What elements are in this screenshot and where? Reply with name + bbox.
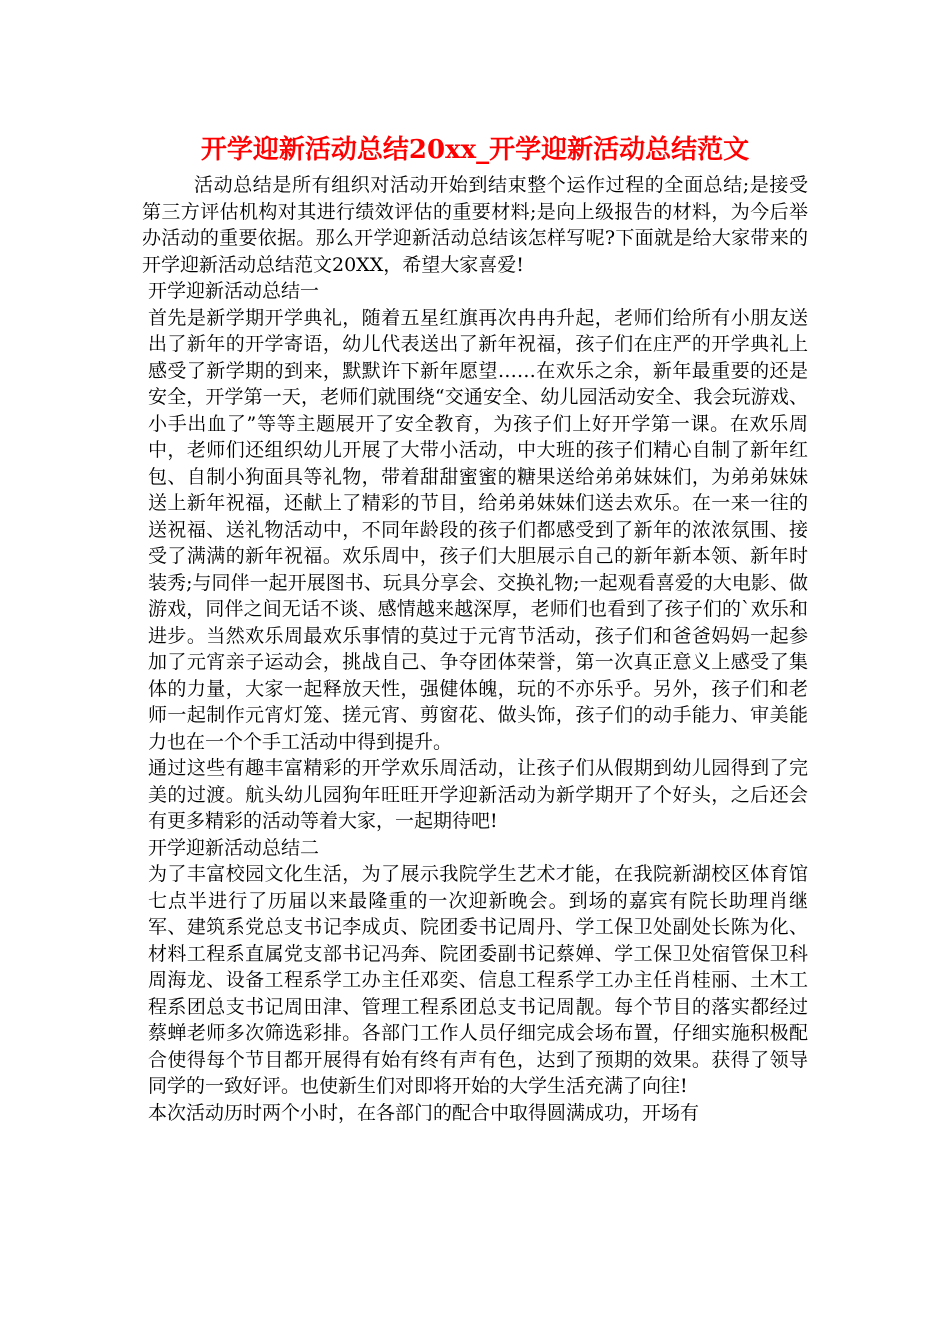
document-page [142,132,808,1126]
section1-paragraph-1: 首先是新学期开学典礼，随着五星红旗再次冉冉升起，老师们给所有小朋友送出了新年的开学寄语，幼儿代表送出了新年祝福，孩子们在庄严的开学典礼上感受了新学期的到来，默默许下新年愿望……在欢乐之余，新年最重要的还是安全，开学第一天，老师们就围绕“交通安全、幼儿园活动安全、我会玩游戏、小手出血了”等等主题展开了安全教育，为孩子们上好开学第一课。在欢乐周中，老师们还组织幼儿开展了大带小活动，中大班的孩子们精心自制了新年红包、自制小狗面具等礼物，带着甜甜蜜蜜的糖果送给弟弟妹妹们，为弟弟妹妹送上新年祝福，还献上了精彩的节目，给弟弟妹妹们送去欢乐。在一来一往的送祝福、送礼物活动中，不同年龄段的孩子们都感受到了新年的浓浓氛围、接受了满满的新年祝福。欢乐周中，孩子们大胆展示自己的新年新本领、新年时装秀;与同伴一起开展图书、玩具分享会、交换礼物;一起观看喜爱的大电影、做游戏，同伴之间无话不谈、感情越来越深厚，老师们也看到了孩子们的`欢乐和进步。当然欢乐周最欢乐事情的莫过于元宵节活动，孩子们和爸爸妈妈一起参加了元宵亲子运动会，挑战自己、争夺团体荣誉，第一次真正意义上感受了集体的力量，大家一起释放天性，强健体魄，玩的不亦乐乎。另外，孩子们和老师一起制作元宵灯笼、搓元宵、剪窗花、做头饰，孩子们的动手能力、审美能力也在一个个手工活动中得到提升。 [148,306,808,753]
document-title: 开学迎新活动总结20xx_开学迎新活动总结范文 [200,135,750,165]
section-heading-1: 开学迎新活动总结一 [148,280,320,302]
section2-paragraph-2: 本次活动历时两个小时，在各部门的配合中取得圆满成功，开场有 [148,1101,700,1124]
section-heading-2: 开学迎新活动总结二 [148,836,320,859]
section1-paragraph-2: 通过这些有趣丰富精彩的开学欢乐周活动，让孩子们从假期到幼儿园得到了完美的过渡。航头幼儿园狗年旺旺开学迎新活动为新学期开了个好头，之后还会有更多精彩的活动等着大家，一起期待吧! [148,757,808,832]
section2-paragraph-1: 为了丰富校园文化生活，为了展示我院学生艺术才能，在我院新湖校区体育馆七点半进行了历届以来最隆重的一次迎新晚会。到场的嘉宾有院长助理肖继军、建筑系党总支书记李成贞、院团委书记周丹、学工保卫处副处长陈为化、材料工程系直属党支部书记冯奔、院团委副书记蔡婵、学工保卫处宿管保卫科周海龙、设备工程系学工办主任邓奕、信息工程系学工办主任肖桂丽、土木工程系团总支书记周田津、管理工程系团总支书记周靓。每个节目的落实都经过蔡蝉老师多次筛选彩排。各部门工作人员仔细完成会场布置，仔细实施积极配合使得每个节目都开展得有始有终有声有色，达到了预期的效果。获得了领导同学的一致好评。也使新生们对即将开始的大学生活充满了向往! [148,863,808,1097]
intro-paragraph: 活动总结是所有组织对活动开始到结束整个运作过程的全面总结;是接受第三方评估机构对其进行绩效评估的重要材料;是向上级报告的材料，为今后举办活动的重要依据。那么开学迎新活动总结该怎样写呢?下面就是给大家带来的开学迎新活动总结范文20XX，希望大家喜爱! [142,174,808,276]
